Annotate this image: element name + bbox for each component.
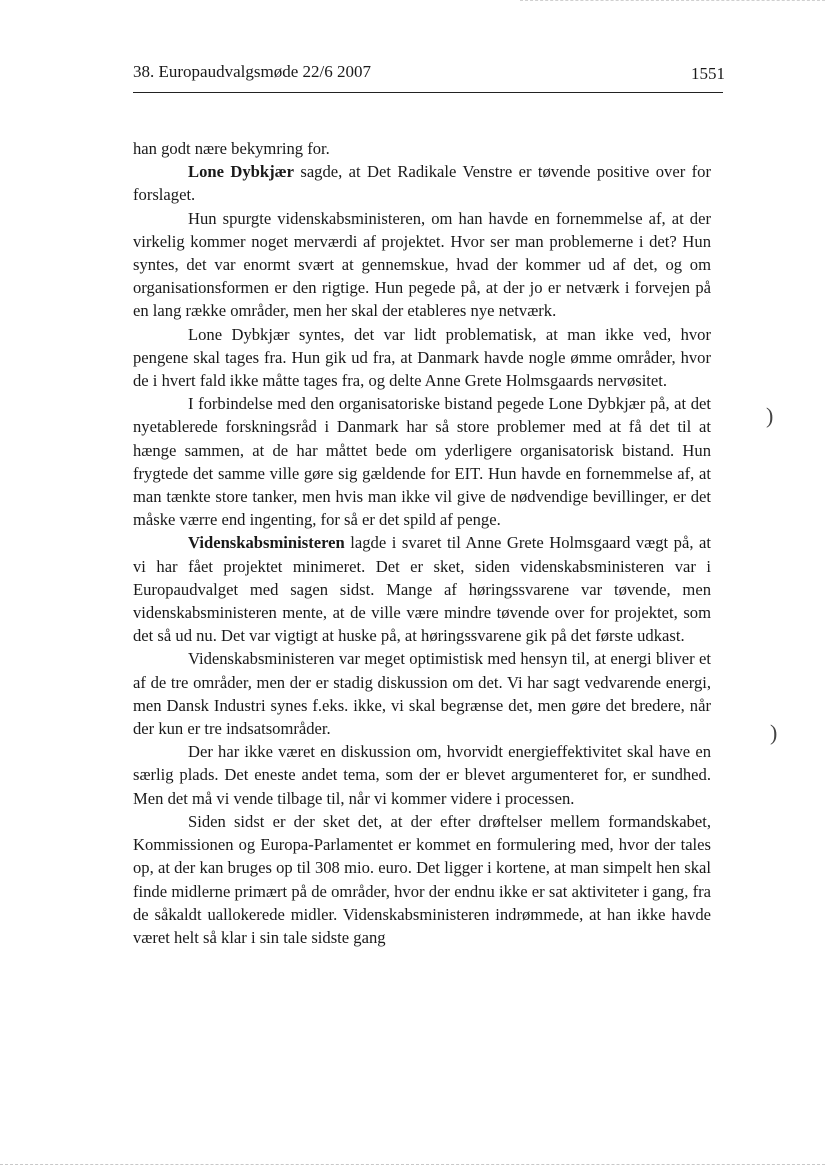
- paragraph: Hun spurgte videnskabsministeren, om han havde en fornemmelse af, at der virkelig kommer noget merværdi af projektet. Hvor ser man problemerne i det? Hun syntes, det var enormt svært at gennemskue, hvad der kommer ud af det, og om organisationsformen er den rigtige. Hun pegede på, at der jo er netværk i forvejen på en lang række områder, men her skal der etableres nye netværk.: [133, 208, 711, 321]
- header-title: 38. Europaudvalgsmøde 22/6 2007: [133, 62, 371, 81]
- paragraph: Videnskabsministeren lagde i svaret til Anne Grete Holmsgaard vægt på, at vi har fået projektet minimeret. Det er sket, siden videnskabsministeren var i Europaudvalget med sagen sidst. Mange af høringssvarene var tøvende, men videnskabsministeren mente, at de ville være mindre tøvende over for projektet, som det så ud nu. Det var vigtigt at huske på, at høringssvarene gik på det første udkast.: [133, 533, 711, 646]
- speaker-name: Lone Dybkjær: [188, 162, 294, 182]
- paragraph: han godt nære bekymring for.: [133, 139, 330, 158]
- scan-edge-bottom: [0, 1164, 825, 1165]
- paragraph: Lone Dybkjær syntes, det var lidt problematisk, at man ikke ved, hvor pengene skal tages fra. Hun gik ud fra, at Danmark havde nogle ømme områder, hvor de i hvert fald ikke måtte tages fra, og delte Anne Grete Holmsgaards nervøsitet.: [133, 324, 711, 391]
- body-text: [133, 137, 711, 949]
- page-number: 1551: [691, 64, 725, 83]
- paragraph: I forbindelse med den organisatoriske bistand pegede Lone Dybkjær på, at det nyetablerede forskningsråd i Danmark har så store problemer med at få det til at hænge sammen, at de har måttet bede om yderligere organisatorisk bistand. Hun frygtede det samme ville gøre sig gældende for EIT. Hun havde en fornemmelse af, at man tænkte store tanker, men hvis man ikke vil give de nødvendige bevillinger, er det måske værre end ingenting, for så er det spild af penge.: [133, 394, 711, 530]
- paragraph: Lone Dybkjær sagde, at Det Radikale Venstre er tøvende positive over for forslaget.: [133, 162, 711, 205]
- margin-bracket-mark: ): [766, 403, 774, 428]
- paragraph: Siden sidst er der sket det, at der efter drøftelser mellem formandskabet, Kommissionen og Europa-Parlamentet er kommet en formulering med, hvor der tales op, at der kan bruges op til 308 mio. euro. Det ligger i kortene, at man simpelt hen skal finde midlerne primært på de områder, hvor der endnu ikke er sat aktiviteter i gang, fra de såkaldt uallokerede midler. Videnskabsministeren indrømmede, at han ikke havde været helt så klar i sin tale sidste gang: [133, 811, 711, 947]
- paragraph: Der har ikke været en diskussion om, hvorvidt energieffektivitet skal have en særlig plads. Det eneste andet tema, som der er blevet argumenteret for, er sundhed. Men det må vi vende tilbage til, når vi kommer videre i processen.: [133, 742, 711, 808]
- margin-bracket-mark: ): [770, 720, 778, 745]
- header-rule: [133, 92, 723, 93]
- speaker-name: Videnskabsministeren: [188, 533, 345, 553]
- paragraph: Videnskabsministeren var meget optimistisk med hensyn til, at energi bliver et af de tre områder, men der er stadig diskussion om det. Vi har sagt vedvarende energi, men Dansk Industri synes f.eks. ikke, vi skal begrænse det, men gøre det bredere, når der kun er tre indsatsområder.: [133, 649, 711, 739]
- scan-edge-top: [520, 0, 825, 1]
